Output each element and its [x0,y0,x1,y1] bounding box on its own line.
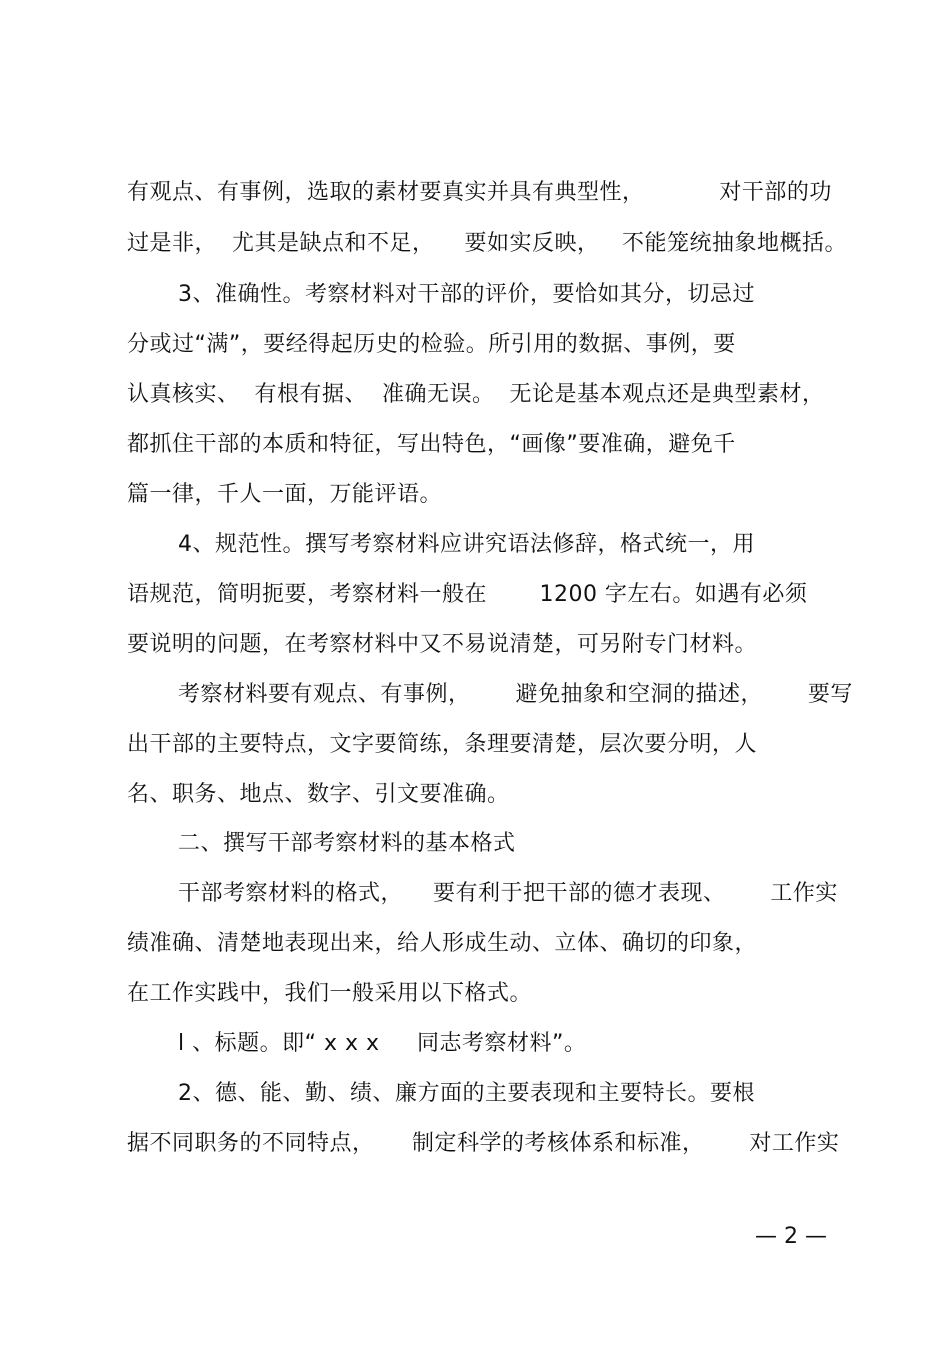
body-text-line: 篇一律，千人一面，万能评语。 [127,482,443,507]
body-text-line: 都抓住干部的本质和特征，写出特色，“画像”要准确，避免千 [127,432,736,457]
body-text-line: 名、职务、地点、数字、引文要准确。 [127,782,510,807]
body-text-line: 3、准确性。考察材料对干部的评价，要恰如其分，切忌过 [178,282,755,307]
body-text-line: 2、德、能、勤、绩、廉方面的主要表现和主要特长。要根 [178,1081,755,1106]
body-text-line: 过是非， 尤其是缺点和不足， 要如实反映， 不能笼统抽象地概括。 [127,231,847,256]
body-text-line: 认真核实、 有根有据、 准确无误。 无论是基本观点还是典型素材， [127,382,825,407]
body-text-line: 据不同职务的不同特点， 制定科学的考核体系和标准， 对工作实 [127,1131,840,1156]
body-text-line: 绩准确、清楚地表现出来，给人形成生动、立体、确切的印象， [127,931,758,956]
section-heading: 二、撰写干部考察材料的基本格式 [178,831,516,856]
body-text-line: 考察材料要有观点、有事例， 避免抽象和空洞的描述， 要写 [178,682,853,707]
body-text-line: 出干部的主要特点，文字要简练，条理要清楚，层次要分明，人 [127,732,758,757]
body-text-line: 分或过“满”，要经得起历史的检验。所引用的数据、事例，要 [127,332,736,357]
body-text-line: 有观点、有事例，选取的素材要真实并具有典型性， 对干部的功 [127,180,832,205]
body-text-line: 4、规范性。撰写考察材料应讲究语法修辞，格式统一，用 [178,532,755,557]
body-text-line: 语规范，简明扼要，考察材料一般在 1200 字左右。如遇有必须 [127,582,808,607]
body-text-line: 要说明的问题，在考察材料中又不易说清楚，可另附专门材料。 [127,632,758,657]
page-number: — 2 — [755,1224,827,1249]
body-text-line: l 、标题。即“ x x x 同志考察材料”。 [178,1031,587,1056]
body-text-line: 干部考察材料的格式， 要有利于把干部的德才表现、 工作实 [178,881,838,906]
body-text-line: 在工作实践中，我们一般采用以下格式。 [127,981,533,1006]
